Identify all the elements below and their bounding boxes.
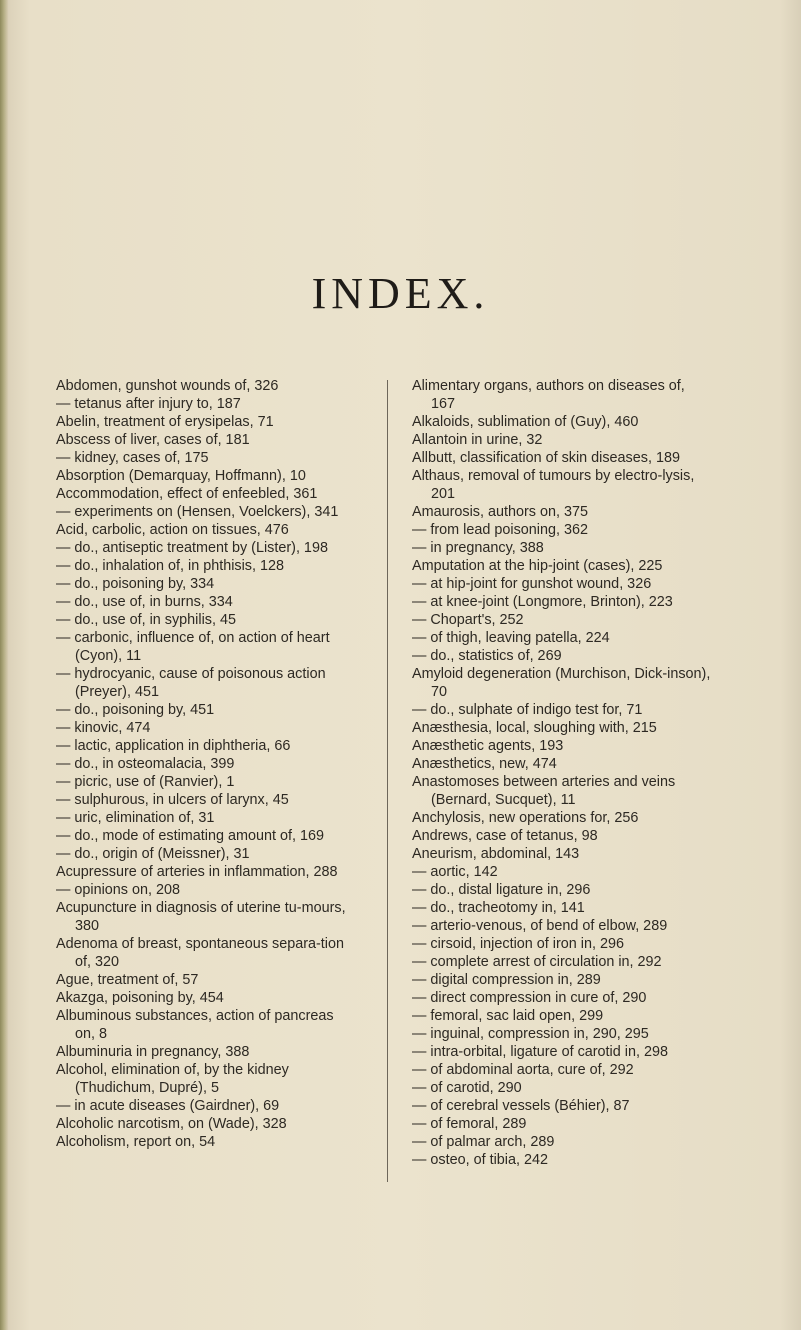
index-entry: Alcohol, elimination of, by the kidney (Thudichum, Dupré), 5 xyxy=(56,1062,289,1096)
index-entry: — arterio-venous, of bend of elbow, 289 xyxy=(412,918,668,934)
index-entry: Aneurism, abdominal, 143 xyxy=(412,846,580,862)
index-entry: — carbonic, influence of, on action of heart (Cyon), 11 xyxy=(56,630,330,664)
index-entry: Adenoma of breast, spontaneous separa-tion of, 320 xyxy=(56,936,345,970)
index-entry: — hydrocyanic, cause of poisonous action (Preyer), 451 xyxy=(56,666,326,700)
index-entry: — kidney, cases of, 175 xyxy=(56,450,209,466)
index-entry: Ague, treatment of, 57 xyxy=(56,972,199,988)
index-entry: — digital compression in, 289 xyxy=(412,972,601,988)
index-entry: — of abdominal aorta, cure of, 292 xyxy=(412,1062,634,1078)
index-entry: Acupressure of arteries in inflammation, 288 xyxy=(56,864,338,880)
index-entry: — do., antiseptic treatment by (Lister), 198 xyxy=(56,540,328,556)
index-entry: — in pregnancy, 388 xyxy=(412,540,544,556)
index-entry: — opinions on, 208 xyxy=(56,882,181,898)
index-entry: — at knee-joint (Longmore, Brinton), 223 xyxy=(412,594,673,610)
index-column-left xyxy=(56,377,356,1151)
index-entry: — intra-orbital, ligature of carotid in, 298 xyxy=(412,1044,668,1060)
index-entry: — in acute diseases (Gairdner), 69 xyxy=(56,1098,280,1114)
index-entry: Akazga, poisoning by, 454 xyxy=(56,990,224,1006)
index-entry: — uric, elimination of, 31 xyxy=(56,810,215,826)
index-entry: Absorption (Demarquay, Hoffmann), 10 xyxy=(56,468,306,484)
index-entry: Althaus, removal of tumours by electro-lysis, 201 xyxy=(412,468,695,502)
index-entry: Alimentary organs, authors on diseases of, 167 xyxy=(412,378,685,412)
index-entry: — of thigh, leaving patella, 224 xyxy=(412,630,610,646)
index-entry: Amputation at the hip-joint (cases), 225 xyxy=(412,558,663,574)
index-entry: — do., in osteomalacia, 399 xyxy=(56,756,235,772)
index-entry: — do., use of, in burns, 334 xyxy=(56,594,233,610)
index-entry: — do., sulphate of indigo test for, 71 xyxy=(412,702,643,718)
index-entry: Allbutt, classification of skin diseases, 189 xyxy=(412,450,680,466)
index-entry: Allantoin in urine, 32 xyxy=(412,432,543,448)
index-entry: Albuminuria in pregnancy, 388 xyxy=(56,1044,250,1060)
column-divider xyxy=(387,380,388,1182)
index-entry: Amyloid degeneration (Murchison, Dick-inson), 70 xyxy=(412,666,711,700)
index-entry: — picric, use of (Ranvier), 1 xyxy=(56,774,235,790)
index-entry: — from lead poisoning, 362 xyxy=(412,522,588,538)
index-entry: — sulphurous, in ulcers of larynx, 45 xyxy=(56,792,289,808)
index-entry: — inguinal, compression in, 290, 295 xyxy=(412,1026,649,1042)
index-entry: — direct compression in cure of, 290 xyxy=(412,990,647,1006)
index-entry: — cirsoid, injection of iron in, 296 xyxy=(412,936,624,952)
index-entry: — do., mode of estimating amount of, 169 xyxy=(56,828,324,844)
index-entry: — do., use of, in syphilis, 45 xyxy=(56,612,236,628)
page-binding-edge xyxy=(0,0,8,1330)
index-entry: Abelin, treatment of erysipelas, 71 xyxy=(56,414,274,430)
index-entry: Anastomoses between arteries and veins (Bernard, Sucquet), 11 xyxy=(412,774,676,808)
index-entry: Anchylosis, new operations for, 256 xyxy=(412,810,639,826)
index-entry: Anæsthetic agents, 193 xyxy=(412,738,564,754)
index-entry: Amaurosis, authors on, 375 xyxy=(412,504,588,520)
index-entry: — of femoral, 289 xyxy=(412,1116,527,1132)
index-column-right xyxy=(412,377,712,1169)
index-entry: — do., distal ligature in, 296 xyxy=(412,882,591,898)
index-entry: Abdomen, gunshot wounds of, 326 xyxy=(56,378,279,394)
index-entry: Andrews, case of tetanus, 98 xyxy=(412,828,598,844)
index-entry: — of palmar arch, 289 xyxy=(412,1134,555,1150)
index-entry: — at hip-joint for gunshot wound, 326 xyxy=(412,576,652,592)
index-entry: — do., statistics of, 269 xyxy=(412,648,562,664)
index-entry: — do., origin of (Meissner), 31 xyxy=(56,846,250,862)
index-entry: Acupuncture in diagnosis of uterine tu-mours, 380 xyxy=(56,900,346,934)
index-entry: — complete arrest of circulation in, 292 xyxy=(412,954,662,970)
index-entry: Albuminous substances, action of pancreas on, 8 xyxy=(56,1008,334,1042)
index-entry: Accommodation, effect of enfeebled, 361 xyxy=(56,486,318,502)
index-entry: — experiments on (Hensen, Voelckers), 341 xyxy=(56,504,339,520)
index-entry: — of cerebral vessels (Béhier), 87 xyxy=(412,1098,630,1114)
index-entry: Abscess of liver, cases of, 181 xyxy=(56,432,250,448)
index-entry: — do., tracheotomy in, 141 xyxy=(412,900,585,916)
index-entry: — aortic, 142 xyxy=(412,864,498,880)
index-entry: — kinovic, 474 xyxy=(56,720,151,736)
index-entry: — do., poisoning by, 451 xyxy=(56,702,215,718)
index-entry: — of carotid, 290 xyxy=(412,1080,522,1096)
index-entry: — do., inhalation of, in phthisis, 128 xyxy=(56,558,284,574)
index-entry: — do., poisoning by, 334 xyxy=(56,576,215,592)
index-entry: — osteo, of tibia, 242 xyxy=(412,1152,548,1168)
index-entry: — tetanus after injury to, 187 xyxy=(56,396,241,412)
index-entry: Anæsthetics, new, 474 xyxy=(412,756,557,772)
index-entry: Alcoholism, report on, 54 xyxy=(56,1134,216,1150)
index-entry: — femoral, sac laid open, 299 xyxy=(412,1008,604,1024)
index-entry: Anæsthesia, local, sloughing with, 215 xyxy=(412,720,657,736)
index-entry: Alcoholic narcotism, on (Wade), 328 xyxy=(56,1116,287,1132)
index-entry: — Chopart's, 252 xyxy=(412,612,524,628)
index-entry: Alkaloids, sublimation of (Guy), 460 xyxy=(412,414,639,430)
page-title: INDEX. xyxy=(311,269,490,318)
index-entry: — lactic, application in diphtheria, 66 xyxy=(56,738,291,754)
index-entry: Acid, carbolic, action on tissues, 476 xyxy=(56,522,289,538)
